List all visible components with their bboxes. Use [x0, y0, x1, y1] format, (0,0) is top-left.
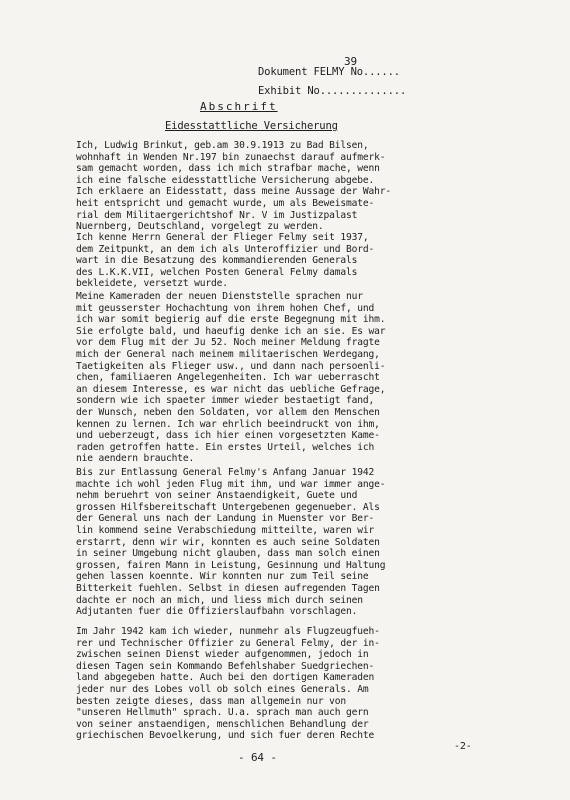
text-line: wohnhaft in Wenden Nr.197 bin zunaechst darauf aufmerk- — [76, 151, 386, 163]
text-line: sam gemacht worden, dass ich mich strafbar mache, wenn — [76, 163, 380, 175]
text-line: sondern wie ich spaeter immer wieder bestaetigt fand, — [76, 395, 375, 407]
text-line: dem Zeitpunkt, an dem ich als Unteroffizier und Bord- — [76, 243, 375, 255]
text-line: ich eine falsche eidesstattliche Versicherung abgebe. — [76, 174, 375, 186]
text-line: griechischen Bevoelkerung, und sich fuer deren Rechte — [76, 730, 375, 742]
paragraph-4 — [76, 467, 516, 618]
text-line: Bis zur Entlassung General Felmy's Anfang Januar 1942 — [76, 467, 375, 478]
text-line: Taetigkeiten als Flieger usw., und dann nach persoenli- — [76, 360, 386, 372]
text-line: nehm beruehrt von seiner Anstaendigkeit, Guete und — [76, 490, 358, 502]
text-line: in seiner Umgebung nicht glauben, dass man solch einen — [76, 548, 380, 560]
text-line: Sie erfolgte bald, und haeufig denke ich an sie. Es war — [76, 325, 386, 337]
text-line: bekleidete, versetzt wurde. — [76, 278, 228, 290]
text-line: rer und Technischer Offizier zu General Felmy, der in- — [76, 637, 380, 649]
text-line: Adjutanten fuer die Offizierslaufbahn vorschlagen. — [76, 606, 358, 618]
dokument-line: Dokument FELMY No...... — [258, 66, 400, 78]
text-line: von seiner anstaendigen, menschlichen Behandlung der — [76, 718, 369, 730]
text-line: grossen, fairen Mann in Leistung, Gesinnung und Haltung — [76, 559, 386, 571]
text-line: Bitterkeit fuehlen. Selbst in diesen aufregenden Tagen — [76, 582, 380, 594]
text-line: ich war somit begierig auf die erste Begegnung mit ihm. — [76, 314, 386, 326]
text-line: lin kommend seine Verabschiedung mitteilte, waren wir — [76, 524, 375, 536]
text-line: und ueberzeugt, dass ich hier einen vorgesetzten Kame- — [76, 430, 380, 442]
page-title: Abschrift — [200, 100, 278, 113]
text-line: Meine Kameraden der neuen Dienststelle sprachen nur — [76, 291, 363, 302]
page-subtitle: Eidesstattliche Versicherung — [165, 120, 338, 132]
text-line: erstarrt, denn wir wir, konnten es auch seine Soldaten — [76, 536, 380, 548]
text-line: mit geusserster Hochachtung von ihrem hohen Chef, und — [76, 302, 375, 314]
text-line: Ich, Ludwig Brinkut, geb.am 30.9.1913 zu Bad Bilsen, — [76, 140, 369, 151]
text-line: gehen lassen koennte. Wir konnten nur zum Teil seine — [76, 571, 369, 583]
text-line: vor dem Flug mit der Ju 52. Noch meiner Meldung fragte — [76, 337, 380, 349]
text-line: Nuernberg, Deutschland, vorgelegt zu werden. — [76, 221, 324, 233]
text-line: rial dem Militaergerichtshof Nr. V im Justizpalast — [76, 209, 358, 221]
text-line: raden getroffen hatte. Ein erstes Urteil, welches ich — [76, 441, 375, 453]
text-line: grossen Hilfsbereitschaft Untergebenen gegenueber. Als — [76, 501, 380, 513]
paragraph-2 — [76, 232, 516, 290]
text-line: wart in die Besatzung des kommandierenden Generals — [76, 255, 358, 267]
page-number: - 64 - — [238, 751, 277, 764]
text-line: mich der General nach meinem militaerischen Werdegang, — [76, 348, 380, 360]
text-line: machte ich wohl jeden Flug mit ihm, und war immer ange- — [76, 478, 386, 490]
text-line: Im Jahr 1942 kam ich wieder, nunmehr als Flugzeugfueh- — [76, 626, 380, 637]
text-line: des L.K.K.VII, welchen Posten General Felmy damals — [76, 266, 358, 278]
document-number: 39 — [344, 55, 357, 68]
text-line: diesen Tagen sein Kommando Befehlshaber Suedgriechen- — [76, 660, 375, 672]
text-line: chen, familiaeren Angelegenheiten. Ich war ueberrascht — [76, 372, 380, 384]
text-line: nie aendern brauchte. — [76, 453, 195, 465]
text-line: zwischen seinen Dienst wieder aufgenommen, jedoch in — [76, 649, 369, 661]
paragraph-1 — [76, 140, 516, 233]
text-line: heit entspricht und gemacht wurde, um als Beweismate- — [76, 197, 375, 209]
text-line: jeder nur des Lobes voll ob solch eines Generals. Am — [76, 683, 369, 695]
paragraph-5 — [76, 626, 516, 742]
text-line: dachte er noch an mich, und liess mich durch seinen — [76, 594, 363, 606]
text-line: kennen zu lernen. Ich war ehrlich beeindruckt von ihm, — [76, 418, 380, 430]
paragraph-3 — [76, 291, 516, 465]
text-line: besten zeigte dieses, dass man allgemein nur von — [76, 695, 347, 707]
text-line: der General uns nach der Landung in Muenster vor Ber- — [76, 513, 375, 525]
next-page-marker: -2- — [454, 741, 472, 752]
text-line: "unseren Hellmuth" sprach. U.a. sprach man auch gern — [76, 707, 369, 719]
text-line: der Wunsch, neben den Soldaten, vor allem den Menschen — [76, 406, 380, 418]
exhibit-line: Exhibit No.............. — [258, 85, 407, 97]
text-line: an diesem Interesse, es war nicht das uebliche Gefrage, — [76, 383, 386, 395]
text-line: Ich kenne Herrn General der Flieger Felmy seit 1937, — [76, 232, 369, 243]
text-line: Ich erklaere an Eidesstatt, dass meine Aussage der Wahr- — [76, 186, 392, 198]
text-line: land abgegeben hatte. Auch bei den dortigen Kameraden — [76, 672, 375, 684]
